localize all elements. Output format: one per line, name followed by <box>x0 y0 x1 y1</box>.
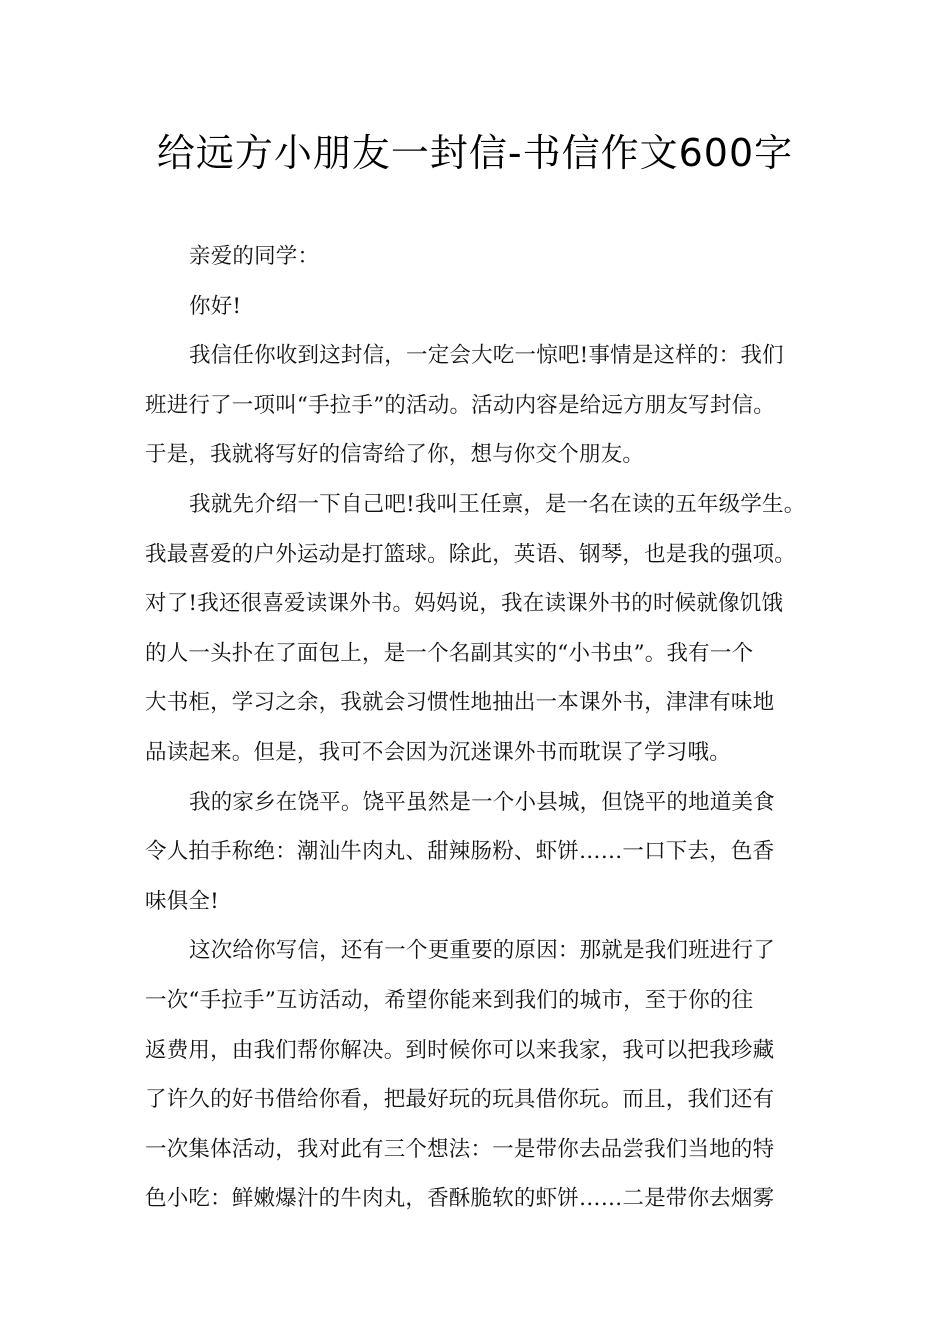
text-line: 于是，我就将写好的信寄给了你，想与你交个朋友。 <box>145 442 645 468</box>
text-line: 一次“手拉手”互访活动，希望你能来到我们的城市，至于你的往 <box>145 987 754 1013</box>
text-line: 色小吃：鲜嫩爆汁的牛肉丸，香酥脆软的虾饼……二是带你去烟雾 <box>145 1186 775 1212</box>
text-line: 返费用，由我们帮你解决。到时候你可以来我家，我可以把我珍藏 <box>145 1037 775 1063</box>
text-line: 味俱全! <box>145 888 219 914</box>
text-line: 我的家乡在饶平。饶平虽然是一个小县城，但饶平的地道美食 <box>189 789 775 815</box>
text-line-salutation: 亲爱的同学： <box>189 244 320 269</box>
text-line: 班进行了一项叫“手拉手”的活动。活动内容是给远方朋友写封信。 <box>145 392 775 418</box>
text-line: 我最喜爱的户外运动是打篮球。除此，英语、钢琴，也是我的强项。 <box>145 541 797 567</box>
text-line: 了许久的好书借给你看，把最好玩的玩具借你玩。而且，我们还有 <box>145 1087 775 1113</box>
text-line: 这次给你写信，还有一个更重要的原因：那就是我们班进行了 <box>189 938 775 964</box>
text-line: 大书柜，学习之余，我就会习惯性地抽出一本课外书，津津有味地 <box>145 690 775 716</box>
text-line: 品读起来。但是，我可不会因为沉迷课外书而耽误了学习哦。 <box>145 739 731 765</box>
text-line-greeting: 你好! <box>189 293 242 319</box>
text-line: 一次集体活动，我对此有三个想法：一是带你去品尝我们当地的特 <box>145 1136 775 1162</box>
text-line: 我信任你收到这封信，一定会大吃一惊吧!事情是这样的：我们 <box>189 343 784 369</box>
document-title: 给远方小朋友一封信-书信作文600字 <box>156 131 794 175</box>
text-line: 的人一头扑在了面包上，是一个名副其实的“小书虫”。我有一个 <box>145 640 754 666</box>
letter-body <box>145 232 805 1224</box>
text-line: 我就先介绍一下自己吧!我叫王任禀，是一名在读的五年级学生。 <box>189 491 806 517</box>
text-line: 令人拍手称绝：潮汕牛肉丸、甜辣肠粉、虾饼……一口下去，色香 <box>145 839 775 865</box>
text-line: 对了!我还很喜爱读课外书。妈妈说，我在读课外书的时候就像饥饿 <box>145 591 784 617</box>
